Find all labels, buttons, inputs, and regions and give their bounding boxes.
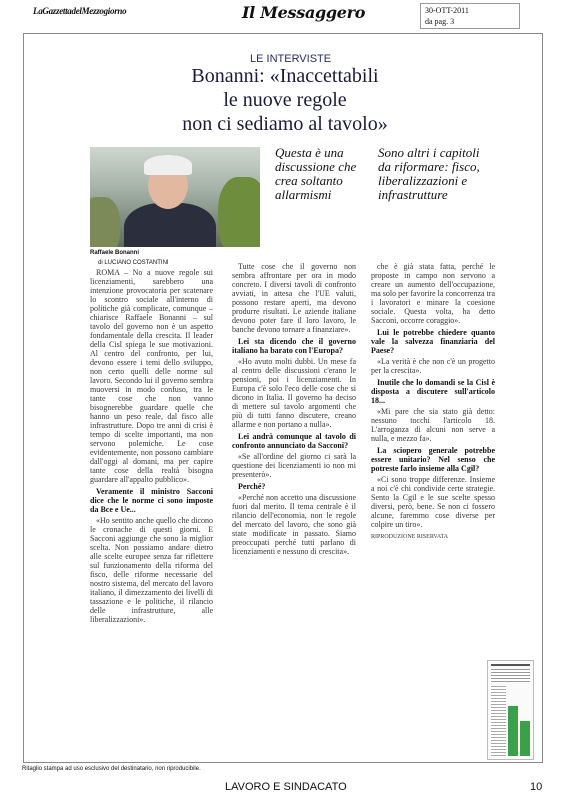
paragraph: «La verità è che non c'è un progetto per la crescita». (371, 357, 495, 375)
paragraph: «Se all'ordine del giorno ci sarà la questione dei licenziamenti io non mi presenterò». (232, 452, 356, 479)
article-kicker: LE INTERVISTE (250, 53, 332, 65)
date-text: 30-OTT-2011 (425, 6, 469, 15)
page-number: 10 (530, 781, 543, 793)
headline-line-3: non ci sediamo al tavolo» (182, 113, 388, 135)
article-headline (120, 64, 450, 136)
paragraph: Tutte cose che il governo non sembra affrontare per ora in modo concreto. I diversi tavoli di confronto avviati, in attesa che l'UE valuti, possono restare aperti, ma devono produrre risultati. Le aziende italiane devono poter fare il loro lavoro, le banche devono tornare a finanziare». (232, 262, 356, 334)
question: Perché? (238, 482, 266, 491)
source-logo: LaGazzettadelMezzogiorno (33, 6, 127, 16)
question: Lei andrà comunque al tavolo di confronto annunciato da Sacconi? (232, 432, 356, 450)
question: La sciopero generale potrebbe essere unitario? Nel senso che potreste farlo insieme alla Cgil? (371, 446, 495, 473)
copyright-sign: RIPRODUZIONE RISERVATA (371, 534, 449, 540)
pull-quote-2: Sono altri i capitoli da riformare: fisco, liberalizzazioni e infrastrutture (378, 145, 480, 202)
paragraph: «Ho avuto molti dubbi. Un mese fa al centro delle discussioni c'erano le pensioni, poi i licenziamenti. In Europa c'è solo l'eco delle cose che si dicono in Italia. Il governo ha deciso di mettere sul tavolo argomenti che più di tutti fanno discutere, creano allarme e non portano a nulla». (232, 357, 356, 429)
headline-line-1: Bonanni: «Inaccettabili (191, 65, 379, 87)
question: Veramente il ministro Sacconi dice che le norme ci sono imposte da Bce e Ue... (90, 487, 213, 514)
date-box (420, 3, 520, 29)
paragraph: «Ci sono troppe differenze. Insieme a noi c'è chi condivide certe strategie. Sento la Cgil e le sue scelte spesso diversi, però, bene. Se non ci fossero alcune, faremmo cose diverse per colpire un tiro». (371, 475, 495, 529)
question: Lei sta dicendo che il governo italiano ha barato con l'Europa? (232, 337, 356, 355)
question: Lui le potrebbe chiedere quanto vale la salvezza finanziaria del Paese? (371, 328, 495, 355)
photo-caption: Raffaele Bonanni (90, 250, 140, 256)
page-thumbnail (487, 660, 534, 760)
portrait-photo (90, 147, 260, 247)
byline: di LUCIANO COSTANTINI (98, 260, 169, 266)
question: Inutile che lo domandi se la Cisl è disposta a discutere sull'articolo 18... (371, 378, 495, 405)
pull-quote-1: Questa è una discussione che crea soltanto allarmismi (275, 145, 357, 202)
newspaper-masthead: Il Messaggero (242, 3, 366, 22)
article-column-1 (90, 268, 213, 688)
paragraph: «Perché non accetto una discussione fuori dal merito. Il tema centrale è il rilancio dell'economia, non le regole del mercato del lavoro, che sono già state modificate in passato. Siamo preoccupati perché tutti parlano di licenziamenti e nessuno di crescita». (232, 493, 356, 556)
paragraph: «Ho sentito anche quello che dicono le cronache di questi giorni. E Sacconi aggiunge che sono la miglior scelta. Non possiamo andare dietro alle scelte europee senza far riflettere sul funzionamento della riforma del fisco, delle riforme necessarie del nostro sistema, del mercato del lavoro italiano, il dimezzamento dei livelli di tassazione e le politiche, il rilancio delle infrastrutture, alle liberalizzazioni». (90, 516, 213, 624)
paragraph: «Mi pare che sia stato già detto: nessuno tocchi l'articolo 18. L'arroganza di alcuni non serve a nulla, e mezzo fa». (371, 407, 495, 443)
article-column-2 (232, 262, 356, 682)
paragraph: che è già stata fatta, perché le proposte in campo non servono a creare un aumento dell'occupazione, ma solo per favorire la concorrenza tra i lavoratori e minare la coesione sociale. Questa volta, ha detto Sacconi, occorre coraggio». (371, 262, 495, 325)
headline-line-2: le nuove regole (223, 89, 347, 111)
paragraph: ROMA – No a nuove regole sui licenziamenti, sarebbero una intenzione provocatoria per scatenare lo scontro sociale all'interno di politiche già complicate, comunque – chiarisce Raffaele Bonanni – sul tavolo del governo non è un aspetto fondamentale della crescita. Il leader della Cisl spiega le sue motivazioni. Al centro del confronto, per lui, devono essere i temi dello sviluppo, non certo quelli delle norme sul lavoro. Secondo lui il governo sembra muoversi in modo confuso, tra le tante cose che non vanno bisognerebbe guardare quelle che hanno un peso reale, dal fisco alle infrastrutture. Dopo tre anni di crisi è tempo di scelte importanti, ma non servono polemiche. Le cose evidentemente, non possono cambiare dall'oggi al domani, ma per capire tante cose della realtà bisogna guardare all'appalto pubblico». (90, 268, 213, 484)
footer-section: LAVORO E SINDACATO (225, 781, 347, 793)
footer-note: Ritaglio stampa ad uso esclusivo del destinatario, non riproducibile. (22, 766, 201, 772)
page-reference: da pag. 3 (425, 17, 455, 26)
article-column-3 (371, 262, 495, 547)
